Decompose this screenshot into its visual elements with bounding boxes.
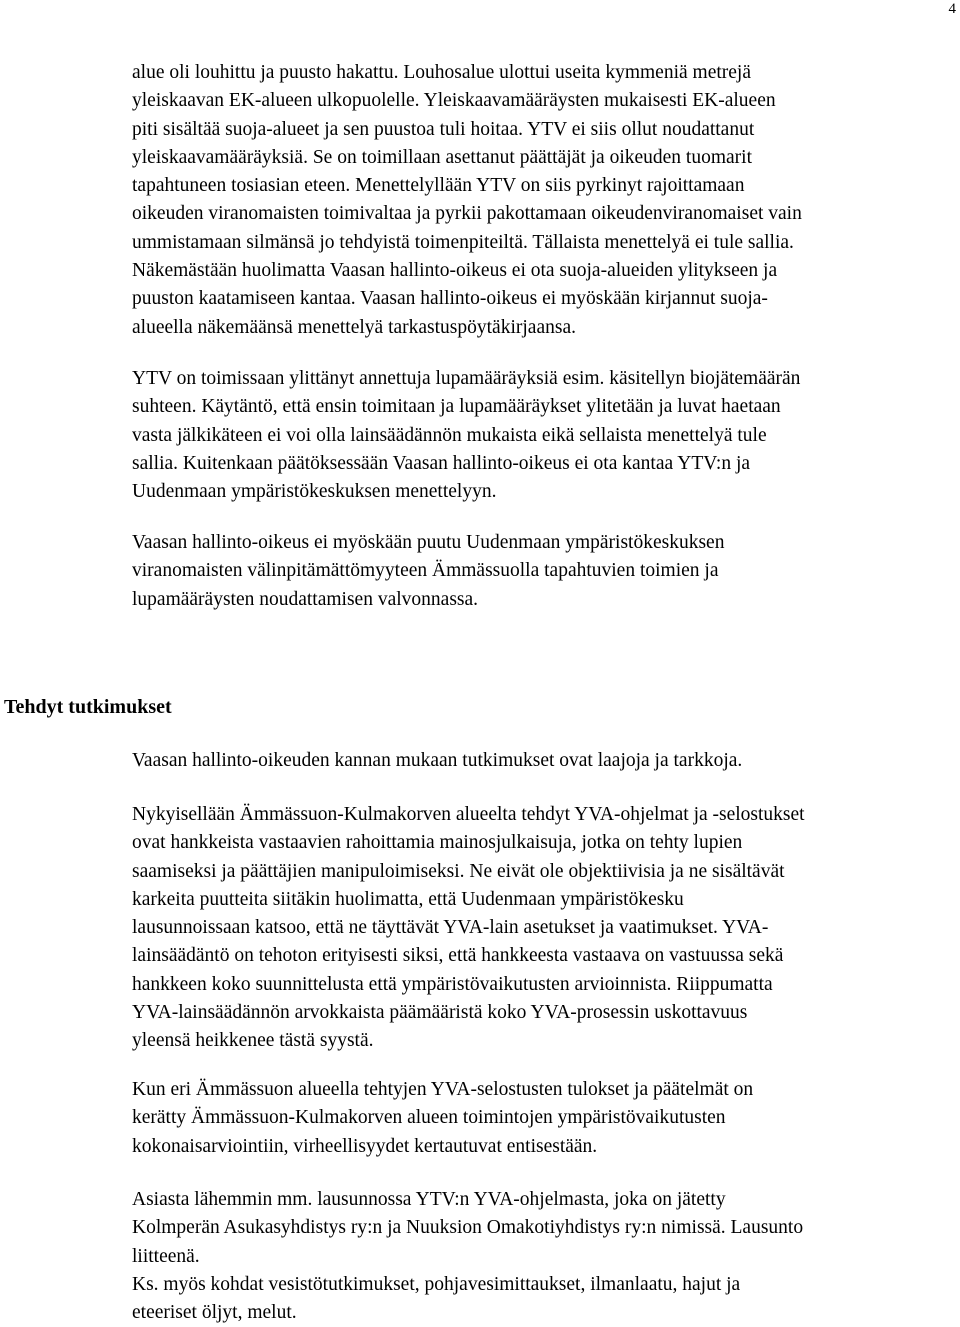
paragraph-louhosalue: alue oli louhittu ja puusto hakattu. Louhosalue ulottui useita kymmeniä metrejä yleiskaavan EK-alueen ulkopuolelle. Yleiskaavamääräysten mukaisesti EK-alueen piti sisältää suoja-alueet ja sen puustoa tuli hoitaa. YTV ei siis ollut noudattanut yleiskaavamääräyksiä. Se on toimillaan asettanut päättäjät ja oikeuden tuomarit tapahtuneen tosiasian eteen. Menettelyllään YTV on siis pyrkinyt rajoittamaan oikeuden viranomaisten toimivaltaa ja pyrkii pakottamaan oikeudenviranomaiset vain ummistamaan silmänsä jo tehdyistä toimenpiteiltä. Tällaista menettelyä ei tule sallia. Näkemästään huolimatta Vaasan hallinto-oikeus ei ota suoja-alueiden ylitykseen ja puuston kaatamiseen kantaa. Vaasan hallinto-oikeus ei myöskään kirjannut suoja- alueella näkemäänsä menettelyä tarkastuspöytäkirjaansa.: [132, 62, 802, 338]
paragraph-tutkimukset-kanta: Vaasan hallinto-oikeuden kannan mukaan tutkimukset ovat laajoja ja tarkkoja.: [132, 750, 743, 771]
paragraph-lupamaaraykset: YTV on toimissaan ylittänyt annettuja lupamääräyksiä esim. käsitellyn biojätemäärän suhteen. Käytäntö, että ensin toimitaan ja lupamääräykset ylitetään ja luvat haetaan vasta jälkikäteen ei voi olla lainsäädännön mukaista eikä sellaista menettelyä tule sallia. Kuitenkaan päätöksessään Vaasan hallinto-oikeus ei ota kantaa YTV:n ja Uudenmaan ympäristökeskuksen menettelyyn.: [132, 368, 801, 503]
paragraph-kokonaisarviointi: Kun eri Ämmässuon alueella tehtyjen YVA-selostusten tulokset ja päätelmät on kerätty Ämmässuon-Kulmakorven alueen toimintojen ympäristövaikutusten kokonaisarviointiin, virheellisyydet kertautuvat entisestään.: [132, 1079, 754, 1157]
page-number: 4: [948, 1, 956, 17]
paragraph-yva-ohjelmat: Nykyisellään Ämmässuon-Kulmakorven alueelta tehdyt YVA-ohjelmat ja -selostukset ovat hankkeista vastaavien rahoittamia mainosjulkaisuja, jotka on tehty lupien saamiseksi ja päättäjien manipuloimiseksi. Ne eivät ole objektiivisia ja ne sisältävät karkeita puutteita siitäkin huolimatta, että Uudenmaan ympäristökesku lausunnoissaan katsoo, että ne täyttävät YVA-lain asetukset ja vaatimukset. YVA- lainsäädäntö on tehoton erityisesti siksi, että hankkeesta vastaava on vastuussa sekä hankkeen koko suunnittelusta että ympäristövaikutusten arvioinnista. Riippumatta YVA-lainsäädännön arvokkaista päämääristä koko YVA-prosessin uskottavuus yleensä heikkenee tästä syystä.: [132, 804, 805, 1052]
paragraph-lausunto: Asiasta lähemmin mm. lausunnossa YTV:n YVA-ohjelmasta, joka on jätetty Kolmperän Asukasyhdistys ry:n ja Nuuksion Omakotiyhdistys ry:n nimissä. Lausunto liitteenä. Ks. myös kohdat vesistötutkimukset, pohjavesimittaukset, ilmanlaatu, hajut ja eteeriset öljyt, melut.: [132, 1189, 804, 1324]
paragraph-valvonta: Vaasan hallinto-oikeus ei myöskään puutu Uudenmaan ympäristökeskuksen viranomaisten välinpitämättömyyteen Ämmässuolla tapahtuvien toimien ja lupamääräysten noudattamisen valvonnassa.: [132, 532, 725, 610]
section-heading: Tehdyt tutkimukset: [4, 696, 172, 718]
